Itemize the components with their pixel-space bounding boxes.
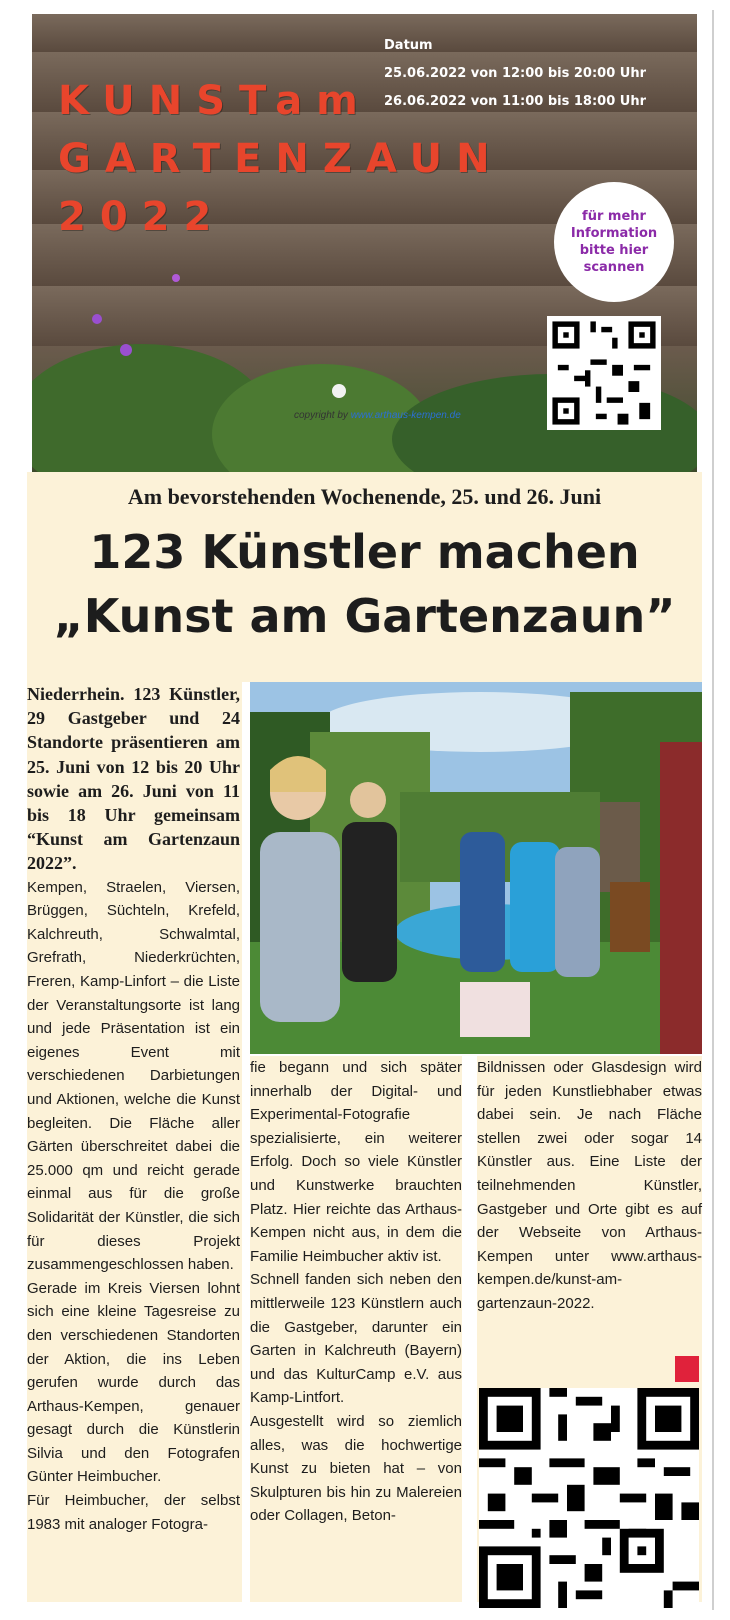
paragraph: Bildnissen oder Glasdesign wird für jeden Kunstliebhaber etwas dabei sein. Je nach Fläche stellen zwei oder sogar 14 Künstler aus. Eine Liste der teilnehmenden Künstler, Gastgeber und Orte gibt es auf der Webseite von Arthaus-Kempen unter www.arthaus-kempen.de/kunst-am-gartenzaun-2022. (477, 1059, 702, 1312)
poster-image (32, 14, 697, 472)
paragraph: Gerade im Kreis Viersen lohnt sich eine kleine Tagesreise zu den verschiedenen Standorten der Aktion, die ins Leben gerufen wurde durch das Arthaus-Kempen, genauer gesagt durch die Künstlerin Silvia und den Fotografen Günter Heimbucher. (27, 1279, 240, 1486)
paragraph: Schnell fanden sich neben den mittlerweile 123 Künstlern auch die Gastgeber, darunter ein Garten in Kalchreuth (Bayern) und das KulturCamp e.V. aus Kamp-Lintfort. (250, 1271, 462, 1407)
paragraph: Ausgestellt wird so ziemlich alles, was die hochwertige Kunst zu bieten hat – von Skulpturen bis hin zu Malereien oder Collagen, Beton- (250, 1412, 462, 1525)
article-headline: 123 Künstler machen „Kunst am Gartenzaun” (53, 525, 676, 643)
photo-copyright: copyright by www.arthaus-kempen.de (294, 410, 461, 421)
column-divider (712, 10, 714, 1610)
paragraph: Für Heimbucher, der selbst 1983 mit analoger Fotogra- (27, 1492, 240, 1533)
article-end-mark (675, 1356, 699, 1382)
paragraph: fie begann und sich später innerhalb der Digital- und Experimental-Fotografie spezialisierte, ein weiterer Erfolg. Doch so viele Künstler und Kunstwerke brauchten Platz. Hier reichte das Arthaus-Kempen nicht aus, in dem die Familie Heimbucher aktiv ist. (250, 1059, 462, 1265)
poster-title: KUNSTam GARTENZAUN 2022 (58, 78, 504, 240)
paragraph: Kempen, Straelen, Viersen, Brüggen, Süchteln, Krefeld, Kalchreuth, Schwalmtal, Grefrath, Niederkrüchten, Freren, Kamp-Linfort – die Liste der Veranstaltungsorte ist lang und jede Präsentation ist ein eigenes Event mit verschiedenen Darbietungen und Aktionen, welche die Kunst begleiten. Die Fläche aller Gärten überschreitet dabei die 25.000 qm und reicht gerade einmal aus für die große Solidarität der Künstler, die sich für dieses Projekt zusammengeschlossen haben. (27, 878, 240, 1274)
article-column-1 (27, 682, 242, 1602)
qr-code-small (547, 316, 661, 430)
scan-info-badge: für mehr Information bitte hier scannen (554, 182, 674, 302)
event-photo (250, 682, 702, 1054)
qr-code-large[interactable] (479, 1388, 699, 1608)
poster-dates: Datum 25.06.2022 von 12:00 bis 20:00 Uhr 26.06.2022 von 11:00 bis 18:00 Uhr (384, 38, 647, 109)
article-column-2 (250, 1056, 462, 1602)
article-lead: Niederrhein. 123 Künstler, 29 Gastgeber und 24 Standorte präsentieren am 25. Juni von 12 bis 20 Uhr sowie am 26. Juni von 11 bis 18 Uhr gemeinsam “Kunst am Gartenzaun 2022”. (27, 684, 240, 874)
article-kicker: Am bevorstehenden Wochenende, 25. und 26. Juni (127, 484, 602, 509)
headline-block (27, 472, 702, 682)
